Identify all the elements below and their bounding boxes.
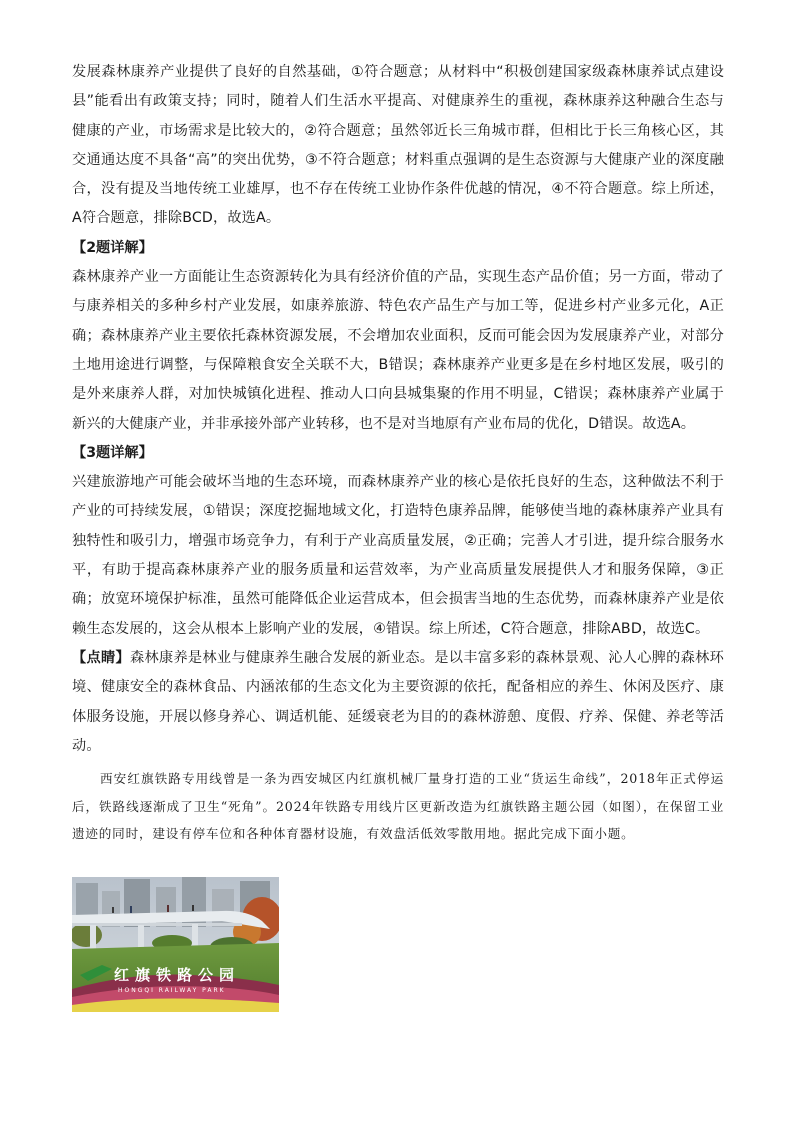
park-sign-text: 红旗铁路公园 bbox=[114, 966, 241, 984]
question-3-heading: 【3题详解】 bbox=[72, 444, 153, 461]
reading-passage: 西安红旗铁路专用线曾是一条为西安城区内红旗机械厂量身打造的工业“货运生命线”，2018年正式停运后，铁路线逐渐成了卫生“死角”。2024年铁路专用线片区更新改造为红旗铁路主题公园（如图），在保留工业遗迹的同时，建设有停车位和各种体育器材设施，有效盘活低效零散用地。据此完成下面小题。 bbox=[72, 771, 724, 842]
question-2-explanation: 森林康养产业一方面能让生态资源转化为具有经济价值的产品，实现生态产品价值；另一方面，带动了与康养相关的多种乡村产业发展，如康养旅游、特色农产品生产与加工等，促进乡村产业多元化，A正确；森林康养产业主要依托森林资源发展，不会增加农业面积，反而可能会因为发展康养产业，对部分土地用途进行调整，与保障粮食安全关联不大，B错误；森林康养产业更多是在乡村地区发展，吸引的是外来康养人群，对加快城镇化进程、推动人口向县城集聚的作用不明显，C错误；森林康养产业属于新兴的大健康产业，并非承接外部产业转移，也不是对当地原有产业布局的优化，D错误。故选A。 bbox=[72, 269, 724, 432]
tip-text: 森林康养是林业与健康养生融合发展的新业态。是以丰富多彩的森林景观、沁人心脾的森林环境、健康安全的森林食品、内涵浓郁的生态文化为主要资源的依托，配备相应的养生、休闲及医疗、康体服务设施，开展以修身养心、调适机能、延缓衰老为目的的森林游憩、度假、疗养、保健、养老等活动。 bbox=[72, 649, 724, 754]
park-sign-subtext: HONGQI RAILWAY PARK bbox=[118, 987, 226, 994]
park-photo bbox=[72, 877, 279, 1012]
question-2-heading: 【2题详解】 bbox=[72, 239, 153, 256]
answer-1-explanation: 发展森林康养产业提供了良好的自然基础，①符合题意；从材料中“积极创建国家级森林康养试点建设县”能看出有政策支持；同时，随着人们生活水平提高、对健康养生的重视，森林康养这种融合生态与健康的产业，市场需求是比较大的，②符合题意；虽然邻近长三角城市群，但相比于长三角核心区，其交通通达度不具备“高”的突出优势，③不符合题意；材料重点强调的是生态资源与大健康产业的深度融合，没有提及当地传统工业雄厚，也不存在传统工业协作条件优越的情况，④不符合题意。综上所述，A符合题意，排除BCD，故选A。 bbox=[72, 64, 724, 227]
question-3-explanation: 兴建旅游地产可能会破坏当地的生态环境，而森林康养产业的核心是依托良好的生态，这种做法不利于产业的可持续发展，①错误；深度挖掘地域文化，打造特色康养品牌，能够使当地的森林康养产业具有独特性和吸引力，增强市场竞争力，有利于产业高质量发展，②正确；完善人才引进，提升综合服务水平，有助于提高森林康养产业的服务质量和运营效率，为产业高质量发展提供人才和服务保障，③正确；放宽环境保护标准，虽然可能降低企业运营成本，但会损害当地的生态优势，而森林康养产业是依赖生态发展的，这会从根本上影响产业的发展，④错误。综上所述，C符合题意，排除ABD，故选C。 bbox=[72, 474, 724, 637]
document-body bbox=[72, 58, 724, 848]
tip-label: 【点睛】 bbox=[72, 649, 130, 666]
tip-paragraph bbox=[72, 644, 724, 761]
